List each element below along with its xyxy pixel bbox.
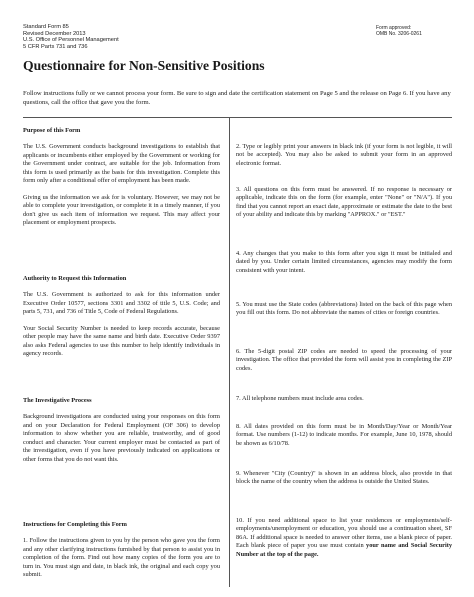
form-identification (23, 24, 119, 50)
instruction-10-bold-text: your name and Social Security Number at the top of the page. (236, 542, 452, 558)
process-heading: The Investigative Process (23, 397, 92, 404)
revision-date: Revised December 2013 (23, 30, 86, 37)
instruction-7: 7. All telephone numbers must include area codes. (236, 395, 364, 402)
instruction-10-text: 10. If you need additional space to list your residences or employments/self-employments/unemployment or education, you should use a continuation sheet, SF 86A. If additional space is needed to answer other items, use a blank piece of paper. Each blank piece of paper you use must contain (236, 517, 452, 550)
intro-paragraph: Follow instructions fully or we cannot process your form. Be sure to sign and date the certification statement on Page 5 and the release on Page 6. If you have any questions, call the office that gave you the form. (23, 90, 451, 106)
authority-section (23, 275, 220, 359)
purpose-heading: Purpose of this Form (23, 127, 81, 134)
omb-approval (376, 25, 422, 38)
page-title: Questionnaire for Non-Sensitive Positions (23, 58, 265, 73)
purpose-paragraph-1: The U.S. Government conducts background investigations to establish that applicants or incumbents either employed by the Government or working for the Government under contract, are suitable for the job. Information from this form is used primarily as the basis for this investigation. Complete this form only after a conditional offer of employment has been made. (23, 143, 220, 185)
authority-heading: Authority to Request this Information (23, 275, 127, 282)
instruction-2: 2. Type or legibly print your answers in black ink (if your form is not legible, it will not be accepted). You may also be asked to submit your form in an approved electronic format. (236, 143, 452, 167)
process-paragraph-1: Background investigations are conducted using your responses on this form and on your Declaration for Federal Employment (OF 306) to develop information to show whether you are reliable, trustworthy, and of good conduct and character. Your current employer must be contacted as part of the investigation, even if you have previously indicated on applications or other forms that you do not want this. (23, 413, 220, 463)
authority-paragraph-2: Your Social Security Number is needed to keep records accurate, because other people may have the same name and birth date. Executive Order 9397 also asks Federal agencies to use this number to help identify individuals in agency records. (23, 324, 220, 358)
purpose-paragraph-2: Giving us the information we ask for is voluntary. However, we may not be able to complete your investigation, or complete it in a timely manner, if you don't give us each item of information we request. This may affect your placement or employment prospects. (23, 193, 220, 227)
top-divider (23, 117, 452, 118)
instruction-3: 3. All questions on this form must be answered. If no response is necessary or applicable, indicate this on the form (for example, enter "None" or "N/A"). If you find that you cannot report an exact date, approximate or estimate the date to the best of your ability and indicate this by marking "APPROX." or "EST." (236, 186, 452, 219)
purpose-section (23, 127, 220, 228)
instructions-section (23, 521, 220, 580)
instruction-6: 6. The 5-digit postal ZIP codes are needed to speed the processing of your investigation. The office that provided the form will assist you in completing the ZIP codes. (236, 348, 452, 372)
authority-paragraph-1: The U.S. Government is authorized to ask for this information under Executive Order 10577, sections 3301 and 3302 of title 5, U.S. Code; and parts 5, 731, and 736 of Title 5, Code of Federal Regulations. (23, 291, 220, 316)
instruction-8: 8. All dates provided on this form must be in Month/Day/Year or Month/Year format. Use numbers (1-12) to indicate months. For example, June 10, 1978, should be shown as 6/10/78. (236, 423, 452, 447)
instruction-4: 4. Any changes that you make to this form after you sign it must be initialed and dated by you. Under certain limited circumstances, agencies may modify the form consistent with your intent. (236, 250, 452, 274)
instruction-1: 1. Follow the instructions given to you by the person who gave you the form and any other clarifying instructions furnished by that person to assist you in completion of the form. Find out how many copies of the form you are to turn in. You must sign and date, in black ink, the original and each copy you submit. (23, 537, 220, 579)
omb-number: OMB No. 3206-0261 (376, 31, 422, 38)
instruction-10 (236, 517, 452, 559)
cfr-parts: 5 CFR Parts 731 and 736 (23, 43, 88, 50)
instruction-9: 9. Whenever "City (Country)" is shown in an address block, also provide in that block the name of the country when the address is outside the United States. (236, 470, 452, 486)
instruction-5: 5. You must use the State codes (abbreviations) listed on the back of this page when you fill out this form. Do not abbreviate the names of cities or foreign countries. (236, 301, 452, 317)
instructions-heading: Instructions for Completing this Form (23, 521, 127, 528)
process-section (23, 397, 220, 464)
column-divider (229, 117, 230, 587)
form-number: Standard Form 85 (23, 24, 69, 30)
issuing-agency: U.S. Office of Personnel Management (23, 37, 119, 44)
form-approved-label: Form approved: (376, 25, 412, 31)
